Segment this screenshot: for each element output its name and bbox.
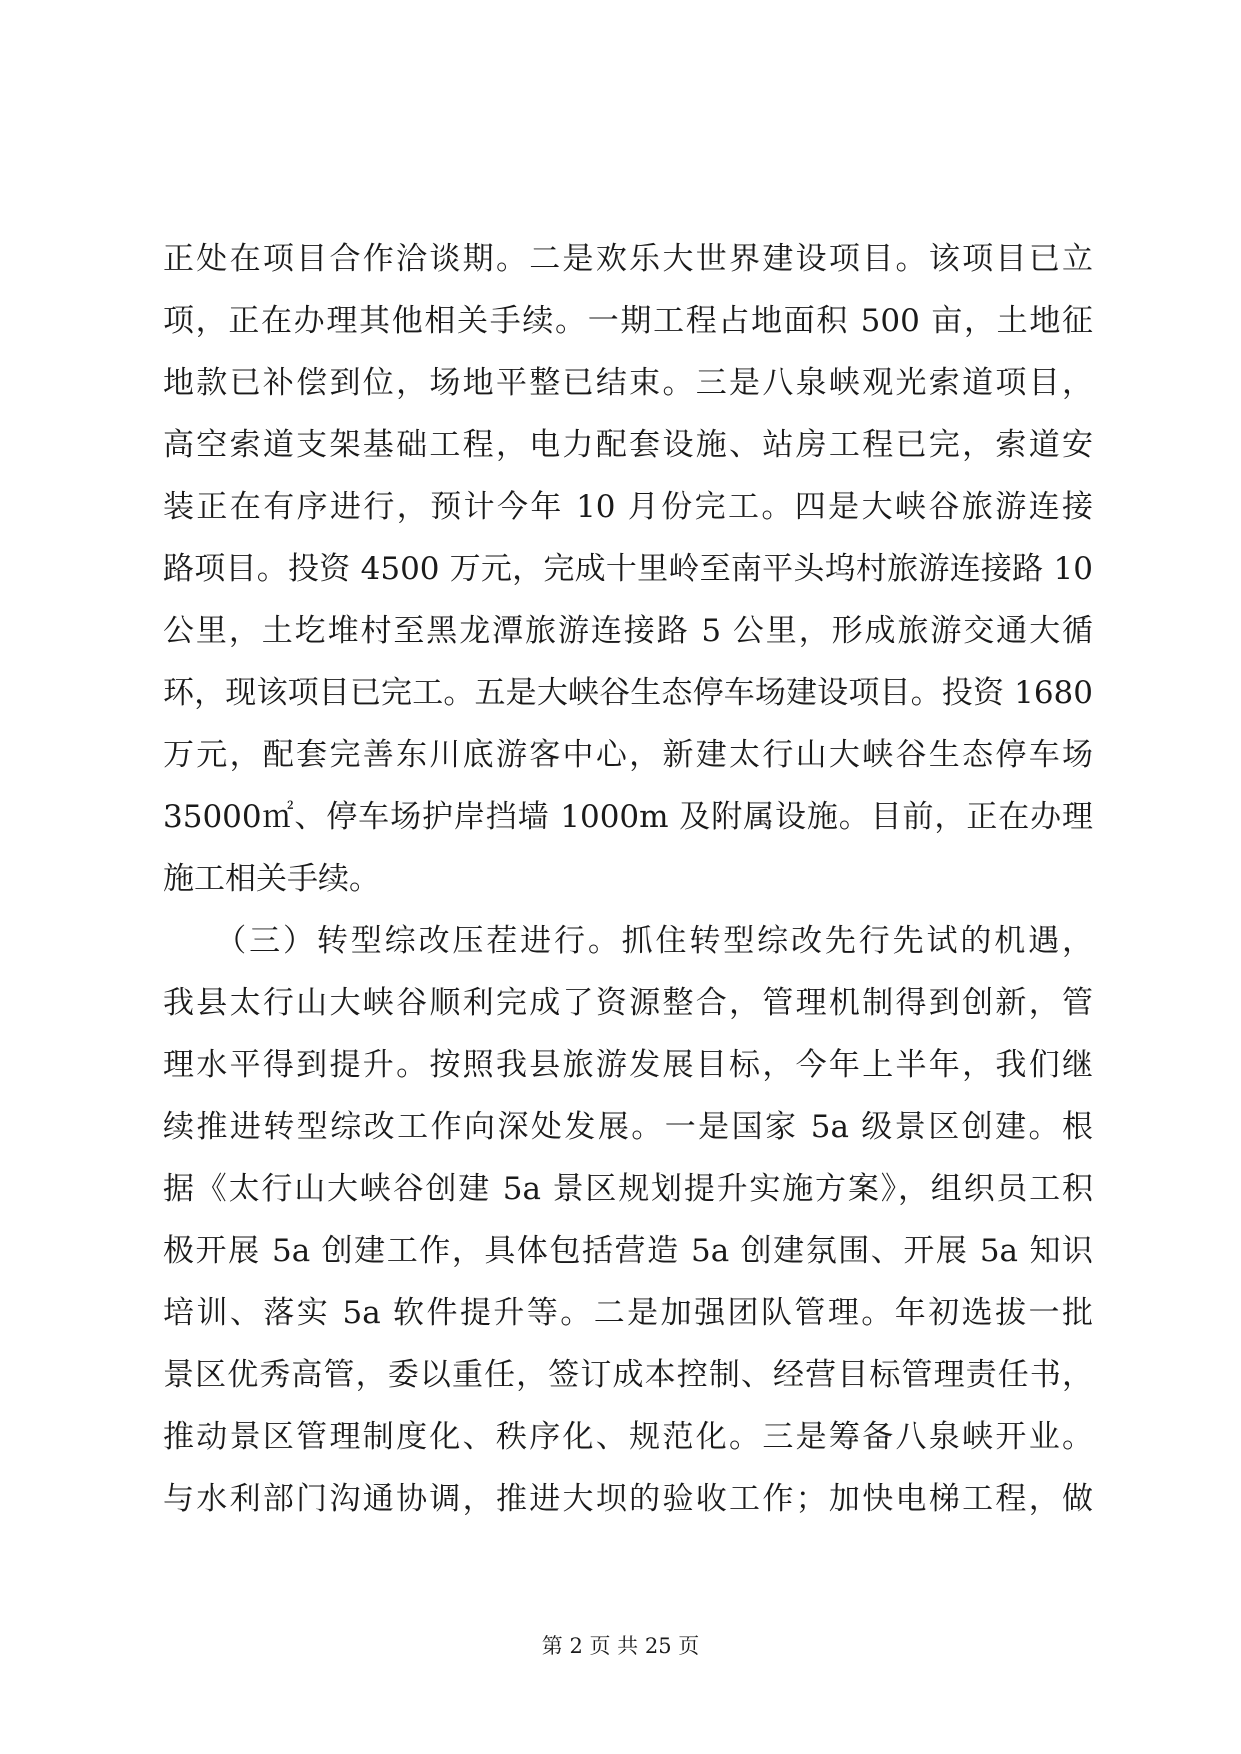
text-line: 路项目。投资 4500 万元，完成十里岭至南平头坞村旅游连接路 10 <box>163 551 1093 587</box>
text-line-paragraph-start: （三）转型综改压茬进行。抓住转型综改先行先试的机遇， <box>163 923 1093 959</box>
text-line: 公里，土圪堆村至黑龙潭旅游连接路 5 公里，形成旅游交通大循 <box>163 613 1093 649</box>
text-line: 地款已补偿到位，场地平整已结束。三是八泉峡观光索道项目， <box>163 365 1093 401</box>
text-line-paragraph-end: 施工相关手续。 <box>163 861 380 897</box>
text-line: 环，现该项目已完工。五是大峡谷生态停车场建设项目。投资 1680 <box>163 675 1093 711</box>
text-line: 与水利部门沟通协调，推进大坝的验收工作；加快电梯工程，做 <box>163 1481 1093 1517</box>
body-text <box>163 228 1093 1530</box>
text-line: 正处在项目合作洽谈期。二是欢乐大世界建设项目。该项目已立 <box>163 241 1093 277</box>
page-number-footer: 第 2 页 共 25 页 <box>541 1634 700 1658</box>
text-line: 极开展 5a 创建工作，具体包括营造 5a 创建氛围、开展 5a 知识 <box>163 1233 1093 1269</box>
text-line: 高空索道支架基础工程，电力配套设施、站房工程已完，索道安 <box>163 427 1093 463</box>
text-line: 培训、落实 5a 软件提升等。二是加强团队管理。年初选拔一批 <box>163 1295 1093 1331</box>
text-line: 据《太行山大峡谷创建 5a 景区规划提升实施方案》，组织员工积 <box>163 1171 1093 1207</box>
text-line: 理水平得到提升。按照我县旅游发展目标，今年上半年，我们继 <box>163 1047 1093 1083</box>
text-line: 我县太行山大峡谷顺利完成了资源整合，管理机制得到创新，管 <box>163 985 1093 1021</box>
text-line: 35000㎡、停车场护岸挡墙 1000m 及附属设施。目前，正在办理 <box>163 799 1093 835</box>
text-line: 推动景区管理制度化、秩序化、规范化。三是筹备八泉峡开业。 <box>163 1419 1093 1455</box>
text-line: 续推进转型综改工作向深处发展。一是国家 5a 级景区创建。根 <box>163 1109 1093 1145</box>
text-line: 装正在有序进行，预计今年 10 月份完工。四是大峡谷旅游连接 <box>163 489 1093 525</box>
text-line: 项，正在办理其他相关手续。一期工程占地面积 500 亩，土地征 <box>163 303 1093 339</box>
text-line: 景区优秀高管，委以重任，签订成本控制、经营目标管理责任书， <box>163 1357 1093 1393</box>
text-line: 万元，配套完善东川底游客中心，新建太行山大峡谷生态停车场 <box>163 737 1093 773</box>
